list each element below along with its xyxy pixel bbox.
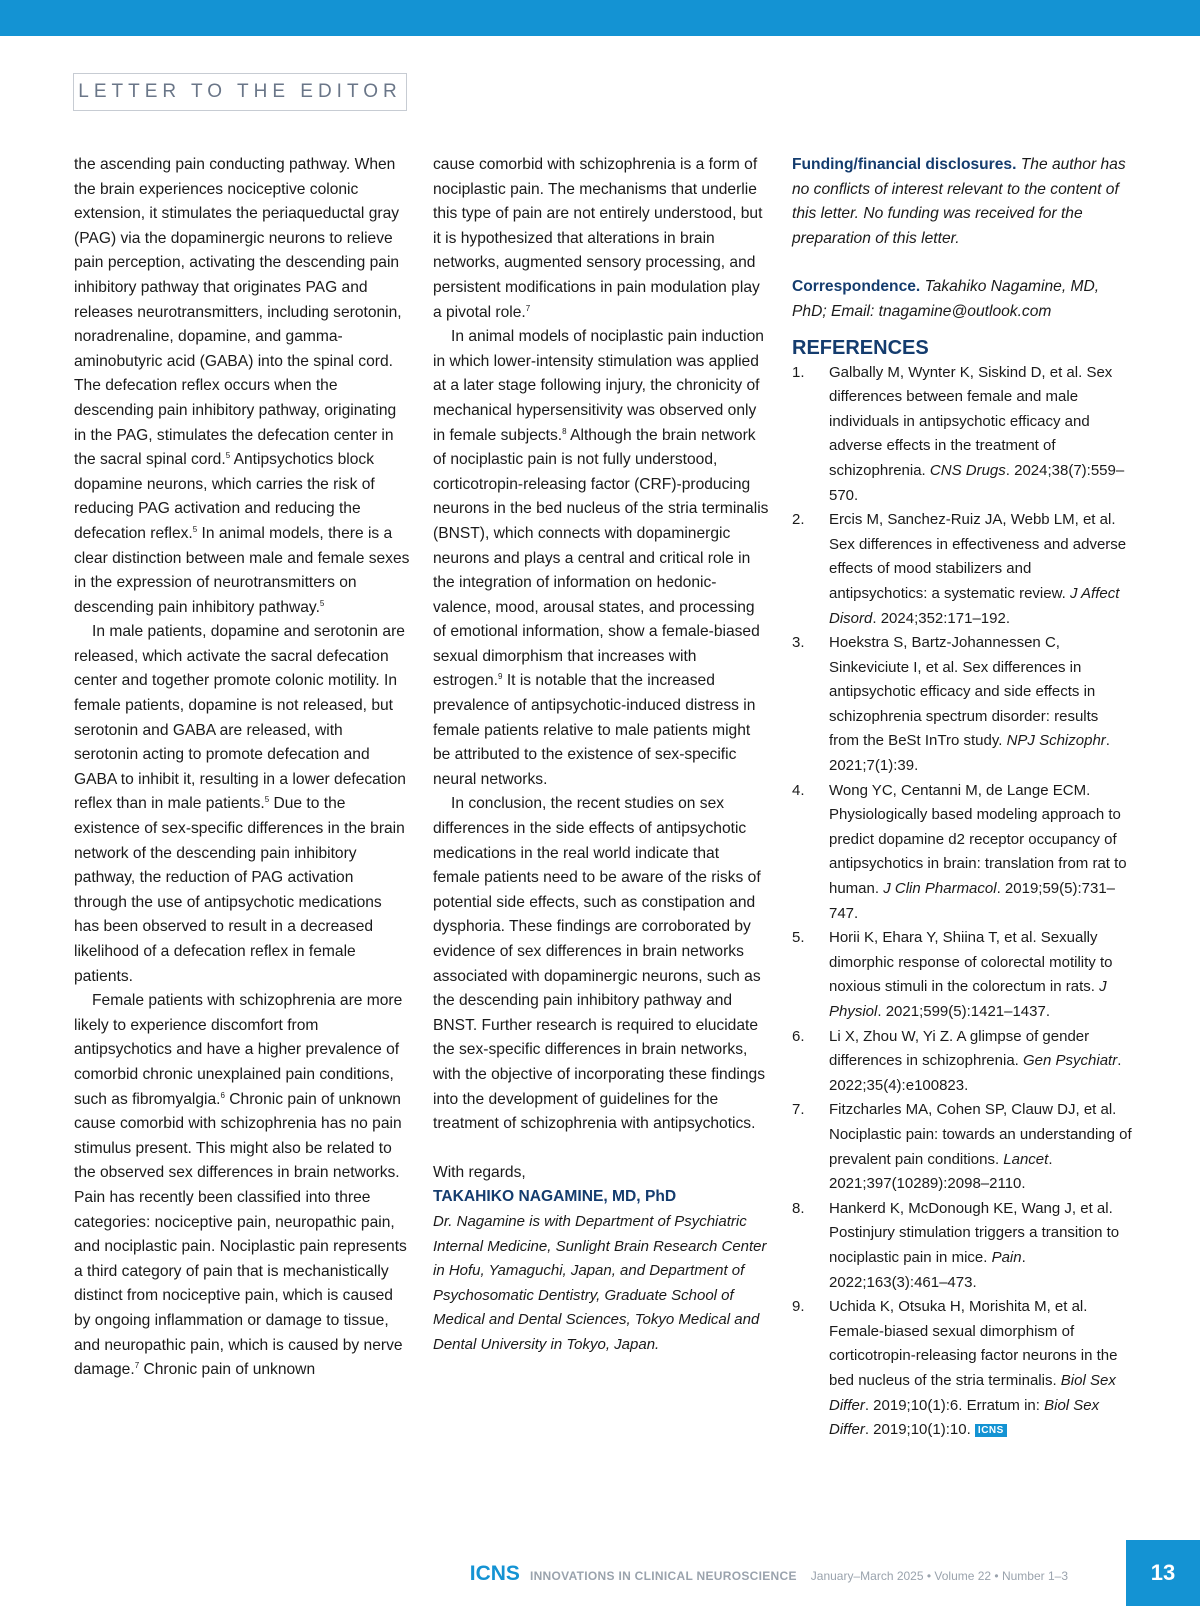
reference-item: 6. Li X, Zhou W, Yi Z. A glimpse of gender differences in schizophrenia. Gen Psychiatr. 2022;35(4):e100823. bbox=[792, 1027, 1122, 1094]
journal-logo: ICNS bbox=[469, 1562, 520, 1585]
top-accent-bar bbox=[0, 0, 1200, 36]
body-column-3 bbox=[792, 153, 1132, 1443]
body-column-2 bbox=[433, 153, 769, 1358]
paragraph: In male patients, dopamine and serotonin are released, which activate the sacral defecation center and together promote colonic motility. In female patients, dopamine is not released, but serotonin and GABA are released, with serotonin acting to promote defecation and GABA to inhibit it, resulting in a lower defecation reflex than in male patients.$^5$ Due to the existence of sex-specific differences in the brain network of the descending pain inhibitory pathway, the reduction of PAG activation through the use of antipsychotic medications has been observed to result in a decreased likelihood of a defecation reflex in female patients. bbox=[74, 623, 406, 985]
page-footer bbox=[0, 1540, 1200, 1606]
paragraph: cause comorbid with schizophrenia is a form of nociplastic pain. The mechanisms that underlie this type of pain are not entirely understood, but it is hypothesized that alterations in brain networks, augmented sensory processing, and persistent modifications in pain modulation play a pivotal role.$^7$ bbox=[433, 156, 763, 321]
issue-info: January–March 2025 • Volume 22 • Number 1–3 bbox=[810, 1569, 1068, 1583]
author-name: TAKAHIKO NAGAMINE, MD, PhD bbox=[433, 1188, 677, 1206]
reference-list bbox=[792, 361, 1132, 1443]
references-heading: REFERENCES bbox=[792, 336, 929, 359]
end-mark-badge: ICNS bbox=[975, 1424, 1007, 1437]
section-label: LETTER TO THE EDITOR bbox=[73, 73, 407, 111]
reference-item: 2. Ercis M, Sanchez-Ruiz JA, Webb LM, et al. Sex differences in effectiveness and adverse effects of mood stabilizers and antipsychotics: a systematic review. J Affect Disord. 2024;352:171–192. bbox=[792, 511, 1127, 627]
footer-text bbox=[470, 1562, 1068, 1586]
paragraph: Female patients with schizophrenia are more likely to experience discomfort from antipsychotics and have a higher prevalence of comorbid chronic unexplained pain conditions, such as fibromyalgia.$^6$ Chronic pain of unknown cause comorbid with schizophrenia has no pain stimulus present. This might also be related to the observed sex differences in brain networks. Pain has recently been classified into three categories: nociceptive pain, neuropathic pain, and nociplastic pain. Nociplastic pain represents a third category of pain that is mechanistically distinct from nociceptive pain, which is caused by ongoing inflammation or damage to tissue, and neuropathic pain, which is caused by nerve damage.$^7$ Chronic pain of unknown bbox=[74, 992, 407, 1379]
page-number: 13 bbox=[1126, 1540, 1200, 1606]
funding-disclosure: Funding/financial disclosures. The author has no conflicts of interest relevant to the content of this letter. No funding was received for the preparation of this letter. bbox=[792, 156, 1126, 247]
reference-item: 1. Galbally M, Wynter K, Siskind D, et al. Sex differences between female and male individuals in antipsychotic efficacy and adverse effects in the treatment of schizophrenia. CNS Drugs. 2024;38(7):559–570. bbox=[792, 363, 1125, 504]
reference-item: 3. Hoekstra S, Bartz-Johannessen C, Sinkeviciute I, et al. Sex differences in antipsychotic efficacy and side effects in schizophrenia spectrum disorder: results from the BeSt InTro study. NPJ Schizophr. 2021;7(1):39. bbox=[792, 634, 1110, 775]
reference-item: 8. Hankerd K, McDonough KE, Wang J, et al. Postinjury stimulation triggers a transition to nociplastic pain in mice. Pain. 2022;163(3):461–473. bbox=[792, 1199, 1120, 1291]
reference-item: 7. Fitzcharles MA, Cohen SP, Clauw DJ, et al. Nociplastic pain: towards an understanding of prevalent pain conditions. Lancet. 2021;397(10289):2098–2110. bbox=[792, 1101, 1132, 1193]
paragraph: In animal models of nociplastic pain induction in which lower-intensity stimulation was applied at a later stage following injury, the chronicity of mechanical hypersensitivity was observed only in female subjects.$^8$ Although the brain network of nociplastic pain is not fully understood, corticotropin-releasing factor (CRF)-producing neurons in the bed nucleus of the stria terminalis (BNST), which connects with dopaminergic neurons and plays a central and critical role in the integration of information on hedonic-valence, mood, arousal states, and processing of emotional information, show a female-biased sexual dimorphism that increases with estrogen.$^9$ It is notable that the increased prevalence of antipsychotic-induced distress in female patients relative to male patients might be attributed to the existence of sex-specific neural networks. bbox=[433, 328, 769, 788]
author-affiliation: Dr. Nagamine is with Department of Psychiatric Internal Medicine, Sunlight Brain Research Center in Hofu, Yamaguchi, Japan, and Department of Psychosomatic Dentistry, Graduate School of Medical and Dental Sciences, Tokyo Medical and Dental University in Tokyo, Japan. bbox=[433, 1212, 767, 1353]
closing: With regards, bbox=[433, 1163, 526, 1181]
body-column-1 bbox=[74, 153, 410, 1383]
reference-item: 5. Horii K, Ehara Y, Shiina T, et al. Sexually dimorphic response of colorectal motility to noxious stimuli in the colorectum in rats. J Physiol. 2021;599(5):1421–1437. bbox=[792, 929, 1113, 1020]
paragraph: the ascending pain conducting pathway. When the brain experiences nociceptive colonic extension, it stimulates the periaqueductal gray (PAG) via the dopaminergic neurons to relieve pain perception, activating the descending pain inhibitory pathway that originates PAG and releases neurotransmitters, including serotonin, noradrenaline, dopamine, and gamma-aminobutyric acid (GABA) into the spinal cord. The defecation reflex occurs when the descending pain inhibitory pathway, originating in the PAG, stimulates the defecation center in the sacral spinal cord.$^5$ Antipsychotics block dopamine neurons, which carries the risk of reducing PAG activation and reducing the defecation reflex.$^5$ In animal models, there is a clear distinction between male and female sexes in the expression of neurotransmitters on descending pain inhibitory pathway.$^5$ bbox=[74, 156, 410, 616]
reference-item: 4. Wong YC, Centanni M, de Lange ECM. Physiologically based modeling approach to predict dopamine d2 receptor occupancy of antipsychotics in brain: translation from rat to human. J Clin Pharmacol. 2019;59(5):731–747. bbox=[792, 781, 1127, 922]
correspondence: Correspondence. Takahiko Nagamine, MD, PhD; Email: tnagamine@outlook.com bbox=[792, 278, 1100, 320]
paragraph: In conclusion, the recent studies on sex differences in the side effects of antipsychotic medications in the real world indicate that female patients need to be aware of the risks of potential side effects, such as constipation and dysphoria. These findings are corroborated by evidence of sex differences in brain networks associated with dopaminergic neurons, such as the descending pain inhibitory pathway and BNST. Further research is required to elucidate the sex-specific differences in brain networks, with the objective of incorporating these findings into the development of guidelines for the treatment of schizophrenia with antipsychotics. bbox=[433, 795, 765, 1133]
journal-name: INNOVATIONS IN CLINICAL NEUROSCIENCE bbox=[529, 1569, 797, 1583]
reference-item: 9. Uchida K, Otsuka H, Morishita M, et al. Female-biased sexual dimorphism of corticotropin-releasing factor neurons in the bed nucleus of the stria terminalis. Biol Sex Differ. 2019;10(1):6. Erratum in: Biol Sex Differ. 2019;10(1):10. ICNS bbox=[792, 1298, 1118, 1439]
